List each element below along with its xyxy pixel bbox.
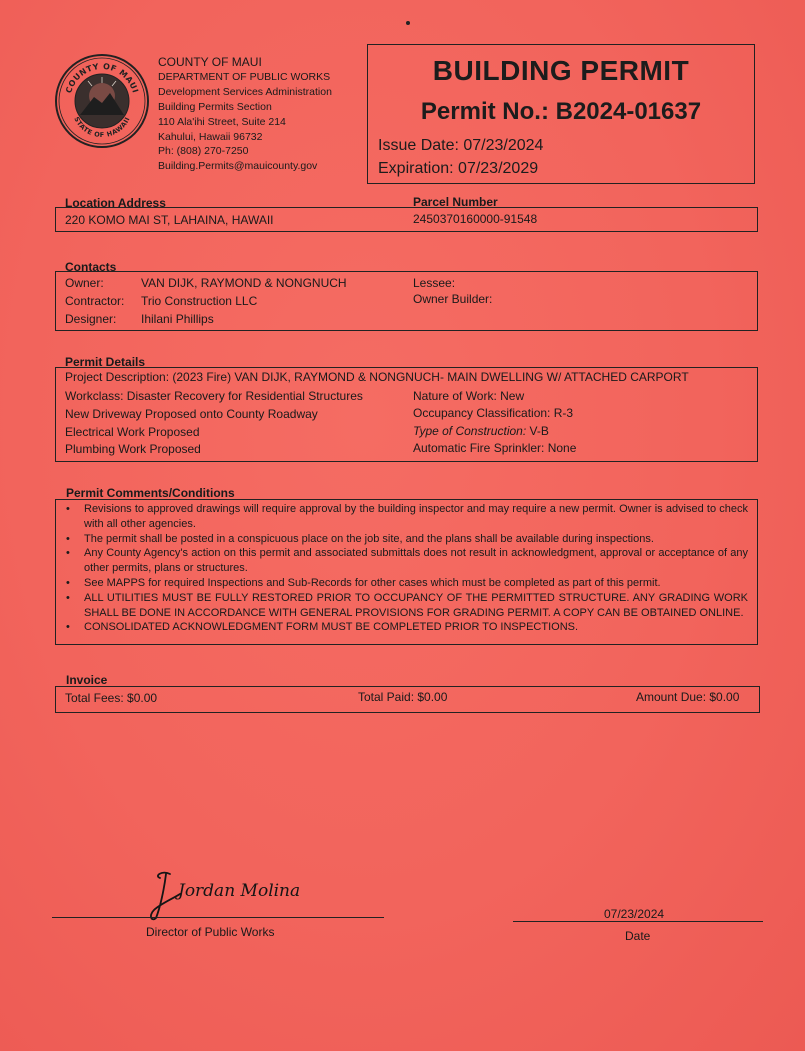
agency-street: 110 Ala'ihi Street, Suite 214 bbox=[158, 115, 286, 128]
agency-section: Building Permits Section bbox=[158, 100, 272, 113]
agency-division: Development Services Administration bbox=[158, 85, 332, 98]
condition-item bbox=[66, 576, 748, 591]
construction-type bbox=[413, 424, 549, 438]
seal-bottom-text: STATE OF HAWAII bbox=[72, 115, 132, 140]
county-seal-icon bbox=[54, 53, 150, 149]
paper-speck bbox=[406, 21, 410, 25]
date-label: Date bbox=[625, 929, 651, 943]
total-paid: Total Paid: $0.00 bbox=[358, 690, 448, 704]
condition-item bbox=[66, 591, 748, 621]
electrical-note: Electrical Work Proposed bbox=[65, 425, 200, 439]
condition-item bbox=[66, 502, 748, 532]
plumbing-note: Plumbing Work Proposed bbox=[65, 442, 201, 456]
condition-text: CONSOLIDATED ACKNOWLEDGMENT FORM MUST BE COMPLETED PRIOR TO INSPECTIONS. bbox=[84, 621, 579, 634]
permit-header-box bbox=[367, 44, 755, 184]
condition-item bbox=[66, 546, 748, 576]
contacts-box bbox=[55, 271, 758, 331]
owner-builder-label: Owner Builder: bbox=[413, 292, 493, 306]
designer-label: Designer: bbox=[65, 312, 117, 326]
lessee-label: Lessee: bbox=[413, 276, 456, 290]
details-box bbox=[55, 367, 758, 462]
agency-city: Kahului, Hawaii 96732 bbox=[158, 130, 263, 143]
signer-title: Director of Public Works bbox=[146, 925, 275, 939]
invoice-heading: Invoice bbox=[66, 673, 108, 687]
permit-number: Permit No.: B2024-01637 bbox=[420, 98, 702, 125]
condition-text: Any County Agency's action on this permit and associated submittals does not result in acknowledgment, approval or acceptance of any other permits, plans or structures. bbox=[84, 547, 748, 575]
construction-type-label: Type of Construction: bbox=[413, 424, 527, 438]
bullet: • bbox=[66, 576, 70, 589]
signature-line bbox=[52, 917, 384, 918]
bullet: • bbox=[66, 591, 70, 604]
amount-due: Amount Due: $0.00 bbox=[636, 690, 740, 704]
condition-text: The permit shall be posted in a conspicuous place on the job site, and the plans shall be available during inspections. bbox=[84, 532, 654, 545]
expiration-date: Expiration: 07/23/2029 bbox=[378, 160, 539, 177]
workclass: Workclass: Disaster Recovery for Residential Structures bbox=[65, 389, 363, 403]
agency-address-block bbox=[158, 55, 332, 174]
total-fees: Total Fees: $0.00 bbox=[65, 691, 158, 705]
owner-value: VAN DIJK, RAYMOND & NONGNUCH bbox=[141, 276, 347, 290]
conditions-heading: Permit Comments/Conditions bbox=[66, 486, 235, 500]
condition-text: See MAPPS for required Inspections and Sub-Records for other cases which must be completed as part of this permit. bbox=[84, 576, 661, 589]
bullet: • bbox=[66, 547, 70, 560]
parcel-number: 2450370160000-91548 bbox=[413, 212, 538, 226]
location-address: 220 KOMO MAI ST, LAHAINA, HAWAII bbox=[65, 213, 274, 227]
permit-title: BUILDING PERMIT bbox=[432, 55, 690, 86]
condition-text: ALL UTILITIES MUST BE FULLY RESTORED PRIOR TO OCCUPANCY OF THE PERMITTED STRUCTURE. ANY GRADING WORK SHALL BE DONE IN ACCORDANCE WITH GENERAL PROVISIONS FOR GRADING PERMIT. A COPY CAN BE OBTAINED ONLINE. bbox=[84, 591, 748, 619]
bullet: • bbox=[66, 621, 70, 634]
seal-top-text: COUNTY OF MAUI bbox=[64, 61, 140, 95]
fire-sprinkler: Automatic Fire Sprinkler: None bbox=[413, 441, 577, 455]
agency-county: COUNTY OF MAUI bbox=[158, 55, 262, 69]
conditions-box bbox=[55, 499, 758, 645]
conditions-list bbox=[66, 502, 748, 635]
contractor-label: Contractor: bbox=[65, 294, 125, 308]
bullet: • bbox=[66, 532, 70, 545]
location-heading: Location Address bbox=[65, 196, 166, 210]
agency-department: DEPARTMENT OF PUBLIC WORKS bbox=[158, 70, 331, 83]
condition-item bbox=[66, 620, 748, 635]
agency-email: Building.Permits@mauicounty.gov bbox=[158, 160, 318, 173]
date-line bbox=[513, 921, 763, 922]
issue-date: Issue Date: 07/23/2024 bbox=[378, 137, 544, 154]
details-heading: Permit Details bbox=[65, 355, 146, 369]
condition-text: Revisions to approved drawings will require approval by the building inspector and may require a new permit. Owner is advised to check with all other agencies. bbox=[84, 503, 748, 530]
contacts-heading: Contacts bbox=[65, 260, 117, 274]
location-box bbox=[55, 207, 758, 232]
invoice-box bbox=[55, 686, 760, 713]
owner-label: Owner: bbox=[65, 276, 104, 290]
contractor-value: Trio Construction LLC bbox=[141, 294, 258, 308]
director-signature bbox=[140, 864, 310, 922]
driveway-note: New Driveway Proposed onto County Roadway bbox=[65, 407, 318, 421]
nature-of-work: Nature of Work: New bbox=[413, 389, 525, 403]
parcel-heading: Parcel Number bbox=[413, 195, 498, 209]
signature-name: Jordan Molina bbox=[178, 881, 301, 901]
signed-date: 07/23/2024 bbox=[604, 907, 665, 921]
agency-phone: Ph: (808) 270-7250 bbox=[158, 145, 249, 158]
occupancy-classification: Occupancy Classification: R-3 bbox=[413, 406, 574, 420]
condition-item bbox=[66, 532, 748, 547]
bullet: • bbox=[66, 503, 70, 515]
project-description: Project Description: (2023 Fire) VAN DIJK, RAYMOND & NONGNUCH- MAIN DWELLING W/ ATTACHED CARPORT bbox=[65, 370, 689, 384]
construction-type-value: V-B bbox=[529, 424, 549, 438]
designer-value: Ihilani Phillips bbox=[141, 312, 214, 326]
